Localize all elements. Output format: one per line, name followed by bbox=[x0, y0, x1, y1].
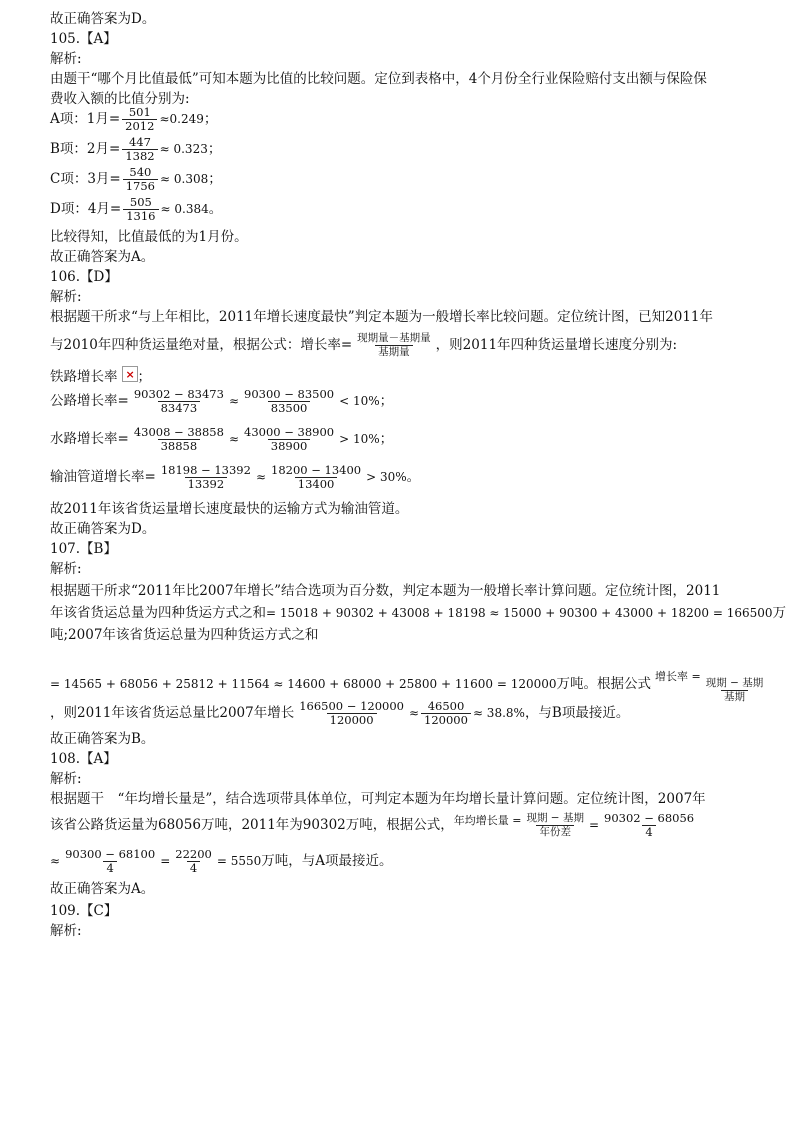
question-number: 106.【D】 bbox=[50, 269, 118, 285]
text-span: 万吨。根据公式 bbox=[556, 676, 652, 692]
punct: ； bbox=[379, 393, 394, 409]
approx-result: ≈ 38.8% bbox=[472, 706, 525, 720]
numerator: 505 bbox=[129, 195, 152, 209]
numerator: 90300 − 68100 bbox=[65, 847, 156, 861]
numerator: 现期 − 基期 bbox=[526, 812, 584, 824]
fraction bbox=[703, 677, 766, 704]
numerator: 18200 − 13400 bbox=[271, 463, 362, 477]
option-a-line: A项：1月= $\frac{501}{2012}$ ≈0.249； bbox=[50, 105, 218, 133]
analysis-heading: 解析: bbox=[50, 561, 82, 577]
text-line: 根据题干 “年均增长量是”，结合选项带具体单位，可判定本题为年均增长量计算问题。定位统计图，2007年 bbox=[50, 791, 706, 807]
question-number: 105.【A】 bbox=[50, 31, 117, 47]
text-line: 比较得知，比值最低的为1月份。 bbox=[50, 229, 248, 245]
text-span: 该省公路货运量为68056万吨，2011年为90302万吨，根据公式， bbox=[50, 817, 454, 833]
result-line bbox=[50, 848, 393, 875]
option-d-line: D项：4月= $\frac{505}{1316}$ ≈ 0.384。 bbox=[50, 195, 223, 223]
ratio-value: ≈ 0.308 bbox=[160, 172, 209, 186]
punct: ； bbox=[207, 141, 222, 157]
pipeline-line: 输油管道增长率= $\frac{18198 - 13392}{13392}$ ≈ $\frac{18200 - 13400}{13400}$ > 30%。 bbox=[50, 463, 421, 491]
text-line: 故正确答案为A。 bbox=[50, 249, 155, 265]
formula-line bbox=[50, 812, 699, 839]
result-value: = 5550 bbox=[216, 854, 262, 868]
numerator: 18198 − 13392 bbox=[160, 463, 251, 477]
water-line: 水路增长率= $\frac{43008 - 38858}{38858}$ ≈ $\frac{43000 - 38900}{38900}$ > 10%； bbox=[50, 425, 394, 453]
ratio-value: ≈ 0.323 bbox=[159, 142, 208, 156]
text-line: 吨;2007年该省货运总量为四种货运方式之和 bbox=[50, 627, 319, 643]
comparison: > 30% bbox=[366, 470, 407, 484]
water-label: 水路增长率 bbox=[50, 431, 118, 447]
option-label: C项：3月 bbox=[50, 171, 110, 187]
rail-label: 铁路增长率 bbox=[50, 369, 118, 385]
denominator: 83500 bbox=[268, 401, 311, 415]
equals: = bbox=[588, 818, 600, 832]
text-span: 万吨，与A项最接近。 bbox=[261, 853, 393, 869]
denominator: 1316 bbox=[123, 209, 158, 223]
fraction bbox=[241, 388, 337, 415]
denominator: 基期 bbox=[721, 690, 748, 704]
numerator: 501 bbox=[128, 105, 151, 119]
ratio-value: ≈ 0.384 bbox=[160, 202, 209, 216]
text-line: 根据题干所求“与上年相比，2011年增长速度最快”判定本题为一般增长率比较问题。定位统计图，已知2011年 bbox=[50, 309, 714, 325]
fraction bbox=[131, 426, 227, 453]
denominator: 基期量 bbox=[375, 345, 413, 359]
numerator: 90302 − 83473 bbox=[133, 387, 224, 401]
sum-expression: = 14565 + 68056 + 25812 + 11564 ≈ 14600 + 68000 + 25800 + 11600 = 120000 bbox=[50, 677, 557, 691]
rail-line bbox=[50, 366, 151, 386]
question-number: 107.【B】 bbox=[50, 541, 117, 557]
option-label: B项：2月 bbox=[50, 141, 110, 157]
text-span: ，则2011年该省货运总量比2007年增长 bbox=[50, 705, 295, 721]
formula-line: 与2010年四种货运量绝对量，根据公式：增长率= 现期量－基期量 基期量 ，则2011年四种货运量增长速度分别为: bbox=[50, 332, 678, 358]
punct: ； bbox=[137, 369, 151, 385]
numerator: 46500 bbox=[427, 699, 465, 713]
text-line: 费收入额的比值分别为: bbox=[50, 91, 190, 107]
text-line: 根据题干所求“2011年比2007年增长”结合选项为百分数，判定本题为一般增长率计算问题。定位统计图，2011 bbox=[50, 583, 721, 599]
denominator: 4 bbox=[103, 861, 116, 875]
text-line: 故正确答案为D。 bbox=[50, 521, 156, 537]
fraction bbox=[123, 196, 158, 223]
fraction bbox=[172, 848, 215, 875]
text-span: ，与B项最接近。 bbox=[524, 705, 630, 721]
denominator: 1756 bbox=[123, 179, 158, 193]
numerator: 540 bbox=[129, 165, 152, 179]
analysis-heading: 解析: bbox=[50, 923, 82, 939]
text-span: 万 bbox=[772, 605, 787, 621]
option-label: A项：1月 bbox=[50, 111, 109, 127]
denominator: 年份差 bbox=[536, 825, 574, 839]
punct: 。 bbox=[208, 201, 223, 217]
fraction bbox=[601, 812, 697, 839]
punct: ； bbox=[208, 171, 222, 187]
denominator: 1382 bbox=[122, 149, 157, 163]
denominator: 38858 bbox=[158, 439, 201, 453]
formula-lhs: 年均增长量 = bbox=[453, 814, 522, 827]
analysis-heading: 解析: bbox=[50, 289, 82, 305]
broken-image-icon bbox=[122, 366, 138, 382]
sum-expression: = 15018 + 90302 + 43008 + 18198 ≈ 15000 + 90300 + 43000 + 18200 = 166500 bbox=[266, 606, 773, 620]
fraction bbox=[158, 464, 254, 491]
pipeline-label: 输油管道增长率 bbox=[50, 469, 145, 485]
fraction bbox=[354, 332, 434, 359]
text-line: 故2011年该省货运量增长速度最快的运输方式为输油管道。 bbox=[50, 501, 409, 517]
punct: 。 bbox=[406, 469, 421, 485]
numerator: 43008 − 38858 bbox=[133, 425, 224, 439]
punct: ； bbox=[203, 111, 218, 127]
denominator: 4 bbox=[187, 861, 200, 875]
numerator: 447 bbox=[128, 135, 151, 149]
ratio-value: ≈0.249 bbox=[159, 112, 204, 126]
formula-lhs: 增长率 = bbox=[655, 670, 701, 683]
numerator: 166500 − 120000 bbox=[299, 699, 404, 713]
denominator: 13392 bbox=[185, 477, 228, 491]
question-number: 108.【A】 bbox=[50, 751, 117, 767]
numerator: 90300 − 83500 bbox=[244, 387, 335, 401]
fraction bbox=[268, 464, 364, 491]
text-line: 故正确答案为D。 bbox=[50, 11, 156, 27]
road-label: 公路增长率 bbox=[50, 393, 118, 409]
numerator: 43000 − 38900 bbox=[244, 425, 335, 439]
analysis-heading: 解析: bbox=[50, 771, 82, 787]
text-span: 年该省货运总量为四种货运方式之和 bbox=[50, 605, 266, 621]
fraction bbox=[122, 136, 157, 163]
fraction bbox=[131, 388, 227, 415]
approx-sign: ≈ bbox=[50, 854, 61, 868]
comparison: < 10% bbox=[339, 394, 380, 408]
text-span: ，则2011年四种货运量增长速度分别为: bbox=[435, 337, 678, 353]
punct: ； bbox=[379, 431, 394, 447]
fraction bbox=[523, 812, 586, 839]
denominator: 38900 bbox=[268, 439, 311, 453]
fraction bbox=[296, 700, 407, 727]
text-span: 与2010年四种货运量绝对量，根据公式：增长率 bbox=[50, 337, 341, 353]
numerator: 现期 − 基期 bbox=[705, 677, 764, 689]
denominator: 4 bbox=[642, 825, 655, 839]
sum-line bbox=[50, 604, 786, 622]
denominator: 120000 bbox=[421, 713, 471, 727]
sum-line bbox=[50, 668, 768, 704]
equals: = bbox=[160, 854, 171, 868]
text-line: 故正确答案为A。 bbox=[50, 881, 155, 897]
denominator: 13400 bbox=[295, 477, 338, 491]
fraction bbox=[421, 700, 471, 727]
text-line: 由题干“哪个月比值最低”可知本题为比值的比较问题。定位到表格中，4个月份全行业保险赔付支出额与保险保 bbox=[50, 71, 707, 87]
comparison: > 10% bbox=[339, 432, 380, 446]
fraction bbox=[62, 848, 158, 875]
fraction bbox=[241, 426, 337, 453]
denominator: 120000 bbox=[327, 713, 377, 727]
road-line: 公路增长率= $\frac{90302 - 83473}{83473}$ ≈ $\frac{90300 - 83500}{83500}$ < 10%； bbox=[50, 387, 394, 415]
numerator: 90302 − 68056 bbox=[604, 811, 695, 825]
text-line: 故正确答案为B。 bbox=[50, 731, 155, 747]
option-b-line: B项：2月= $\frac{447}{1382}$ ≈ 0.323； bbox=[50, 135, 222, 163]
option-label: D项：4月 bbox=[50, 201, 110, 217]
denominator: 83473 bbox=[158, 401, 201, 415]
denominator: 2012 bbox=[122, 119, 157, 133]
fraction bbox=[122, 106, 157, 133]
result-line: ，则2011年该省货运总量比2007年增长 $\frac{166500 - 120000}{120000}$ ≈ $\frac{46500}{120000}$ ≈ 38.8%，与B项最接近。 bbox=[50, 699, 630, 727]
fraction bbox=[123, 166, 158, 193]
option-c-line: C项：3月= $\frac{540}{1756}$ ≈ 0.308； bbox=[50, 165, 222, 193]
analysis-heading: 解析: bbox=[50, 51, 82, 67]
numerator: 22200 bbox=[175, 847, 212, 861]
numerator: 现期量－基期量 bbox=[357, 332, 431, 344]
question-number: 109.【C】 bbox=[50, 903, 118, 919]
